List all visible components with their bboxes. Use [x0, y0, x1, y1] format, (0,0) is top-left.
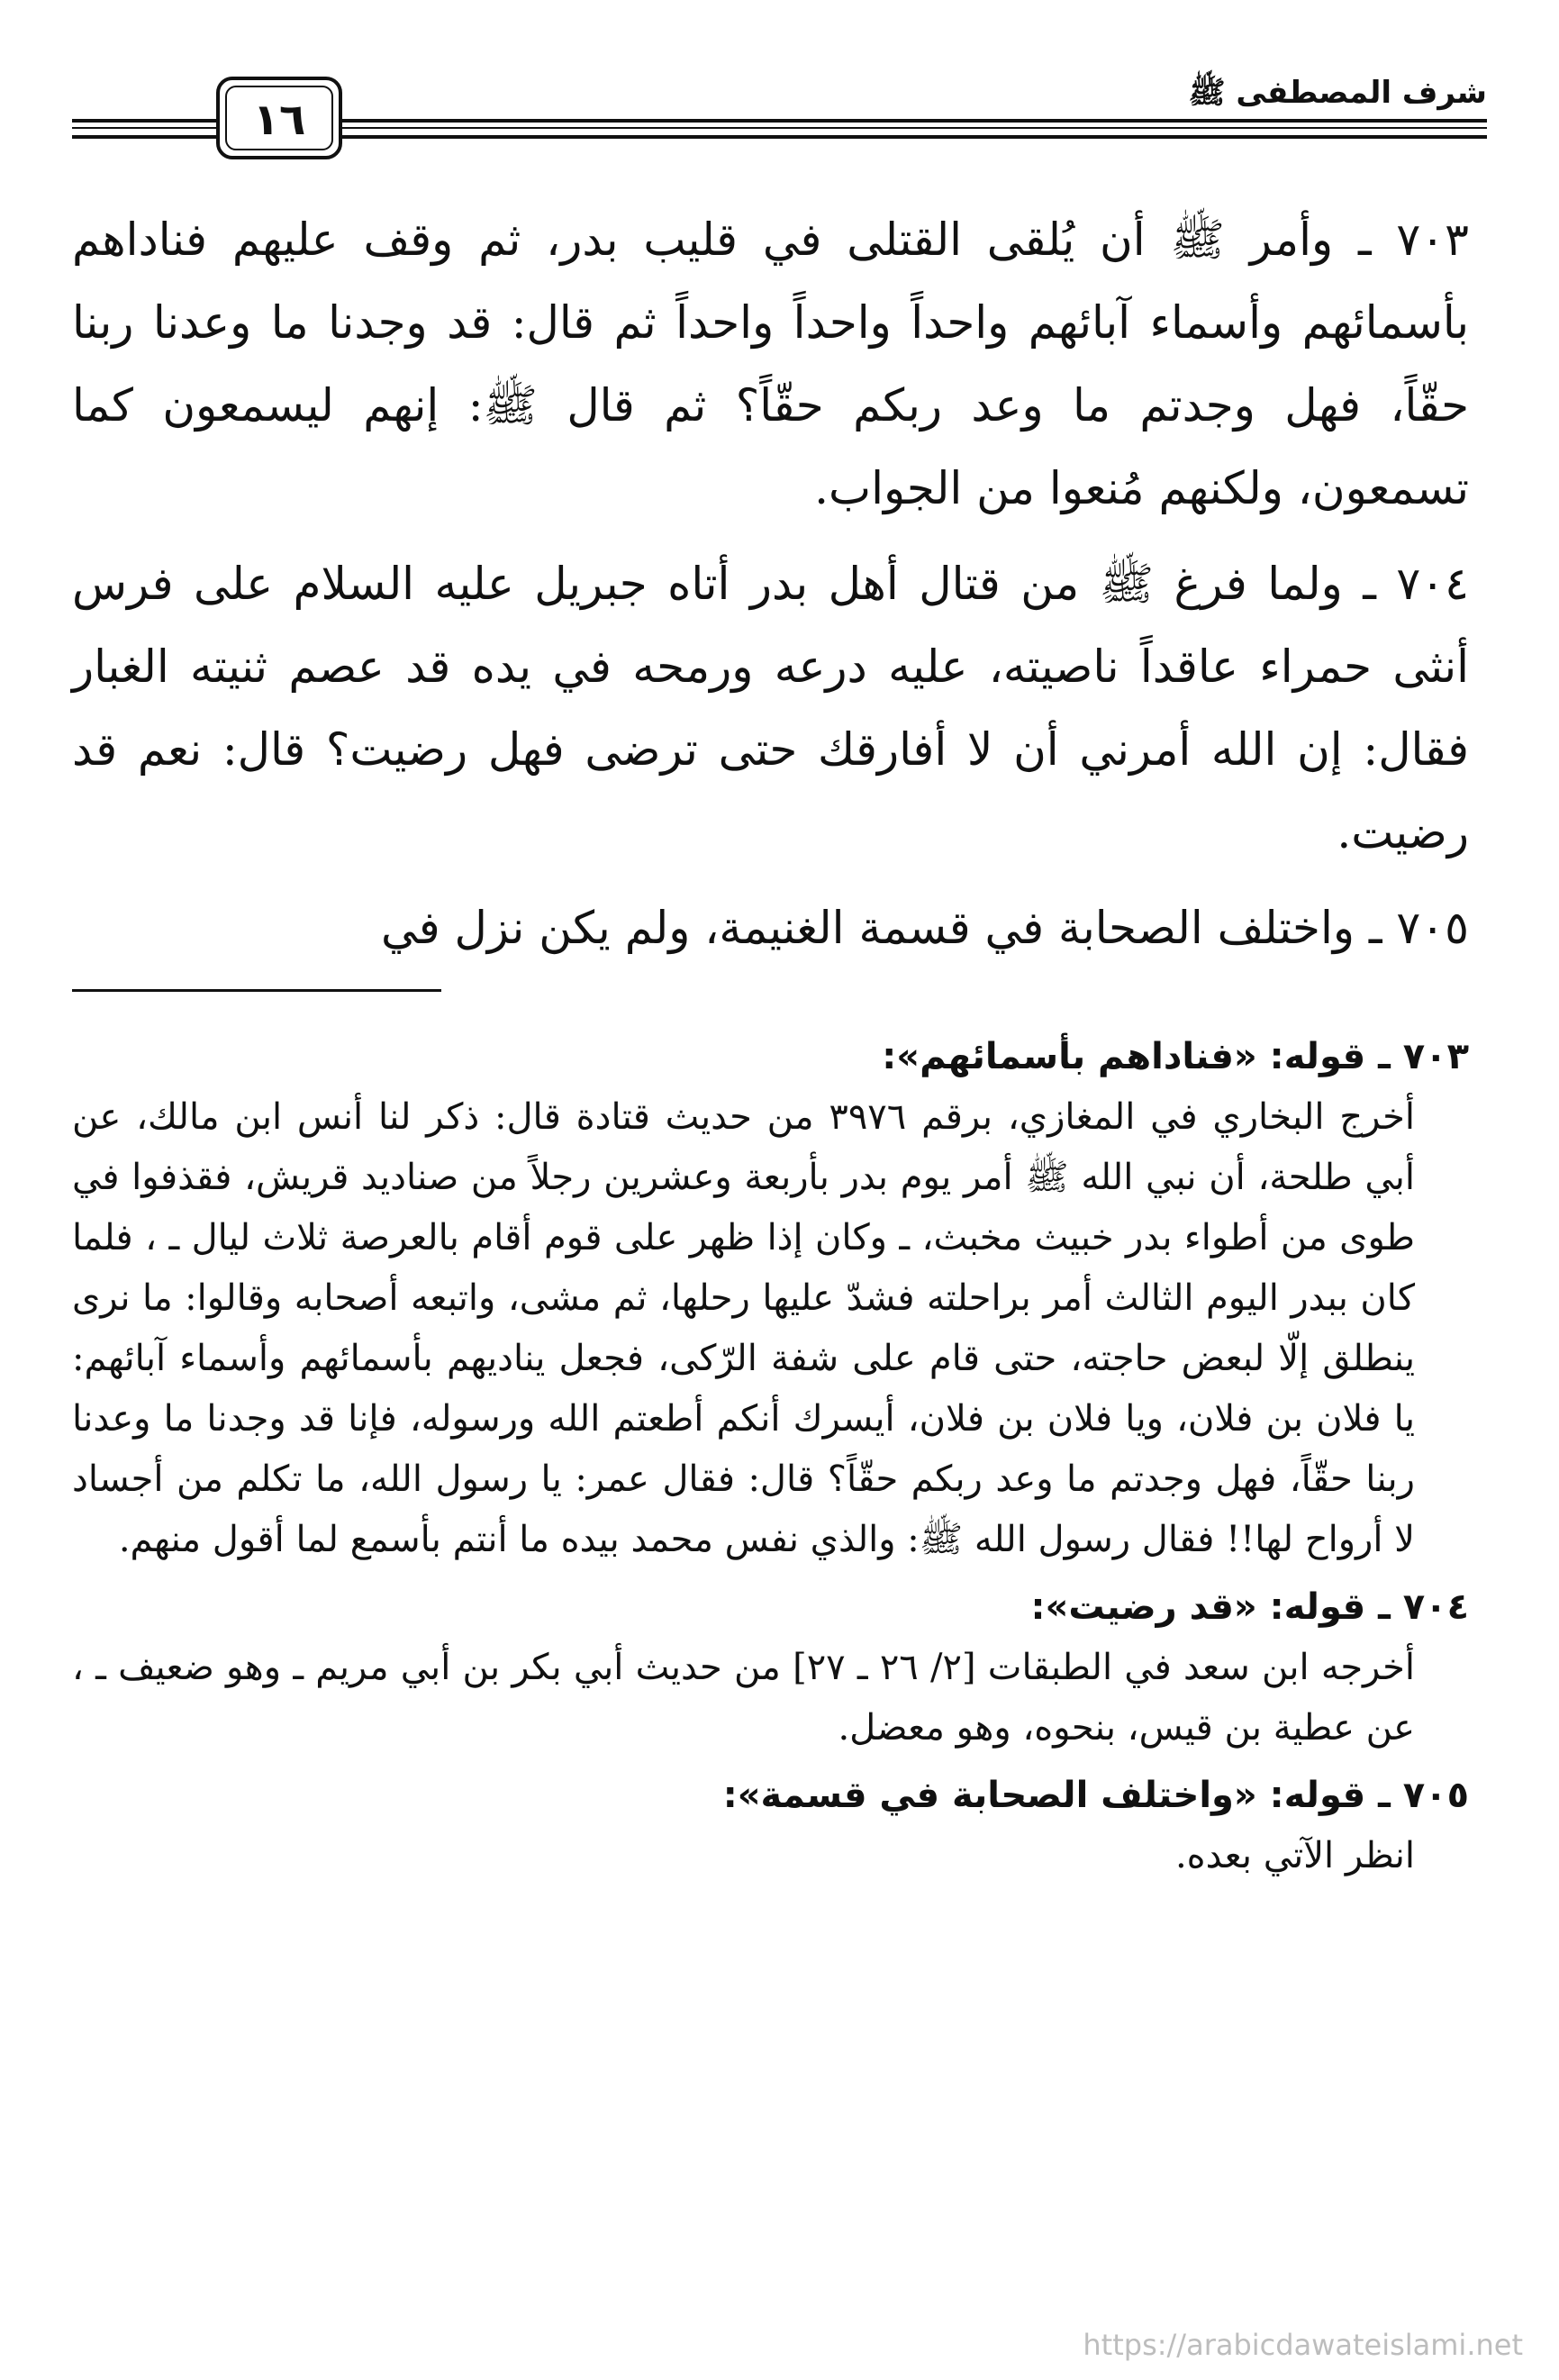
footnote-704 — [72, 1577, 1469, 1758]
watermark-url: https://arabicdawateislami.net — [1083, 2328, 1523, 2362]
page-header — [72, 63, 1487, 162]
footnote-body: انظر الآتي بعده. — [1174, 1835, 1415, 1876]
footnotes — [72, 1027, 1469, 1886]
footnote-body: أخرجه ابن سعد في الطبقات [٢/ ٢٦ ـ ٢٧] من حديث أبي بكر بن أبي مريم ـ وهو ضعيف ـ ، عن عطية بن قيس، بنحوه، وهو معضل. — [72, 1647, 1415, 1749]
footnote-heading: ٧٠٥ ـ قوله: «واختلف الصحابة في قسمة»: — [722, 1775, 1469, 1816]
page-number-frame — [216, 77, 342, 159]
paragraph-704: ٧٠٤ ـ ولما فرغ ﷺ من قتال أهل بدر أتاه جبريل عليه السلام على فرس أنثى حمراء عاقداً ناصيته، عليه درعه ورمحه في يده قد عصم ثنيته الغبار فقال: إن الله أمرني أن لا أفارقك حتى ترضى فهل رضيت؟ قال: نعم قد رضيت. — [72, 558, 1469, 858]
paragraph-703: ٧٠٣ ـ وأمر ﷺ أن يُلقى القتلى في قليب بدر، ثم وقف عليهم فناداهم بأسمائهم وأسماء آبائهم واحداً واحداً واحداً ثم قال: قد وجدنا ما وعدنا ربنا حقّاً، فهل وجدتم ما وعد ربكم حقّاً؟ ثم قال ﷺ: إنهم ليسمعون كما تسمعون، ولكنهم مُنعوا من الجواب. — [72, 213, 1469, 514]
footnote-703 — [72, 1027, 1469, 1570]
footnote-body: أخرج البخاري في المغازي، برقم ٣٩٧٦ من حديث قتادة قال: ذكر لنا أنس ابن مالك، عن أبي طلحة، أن نبي الله ﷺ أمر يوم بدر بأربعة وعشرين رجلاً من صناديد قريش، فقذفوا في طوى من أطواء بدر خبيث مخبث، ـ وكان إذا ظهر على قوم أقام بالعرصة ثلاث ليال ـ ، فلما كان ببدر اليوم الثالث أمر براحلته فشدّ عليها رحلها، ثم مشى، واتبعه أصحابه وقالوا: ما نرى ينطلق إلّا لبعض حاجته، حتى قام على شفة الرّكى، فجعل يناديهم بأسمائهم وأسماء آبائهم: يا فلان بن فلان، ويا فلان بن فلان، أيسرك أنكم أطعتم الله ورسوله، فإنا قد وجدنا ما وعدنا ربنا حقّاً، فهل وجدتم ما وعد ربكم حقّاً؟ قال: فقال عمر: يا رسول الله، ما تكلم من أجساد لا أرواح لها!! فقال رسول الله ﷺ: والذي نفس محمد بيده ما أنتم بأسمع لما أقول منهم. — [72, 1096, 1415, 1560]
paragraph-705: ٧٠٥ ـ واختلف الصحابة في قسمة الغنيمة، ولم يكن نزل في — [381, 902, 1469, 954]
footnote-705 — [72, 1766, 1469, 1886]
main-text — [72, 198, 1469, 969]
footnote-heading: ٧٠٣ ـ قوله: «فناداهم بأسمائهم»: — [882, 1036, 1469, 1077]
footnote-heading: ٧٠٤ ـ قوله: «قد رضيت»: — [1030, 1586, 1469, 1628]
footnote-separator — [72, 989, 441, 992]
book-title: شرف المصطفى ﷺ — [1188, 75, 1487, 111]
page-number: ١٦ — [252, 95, 306, 145]
